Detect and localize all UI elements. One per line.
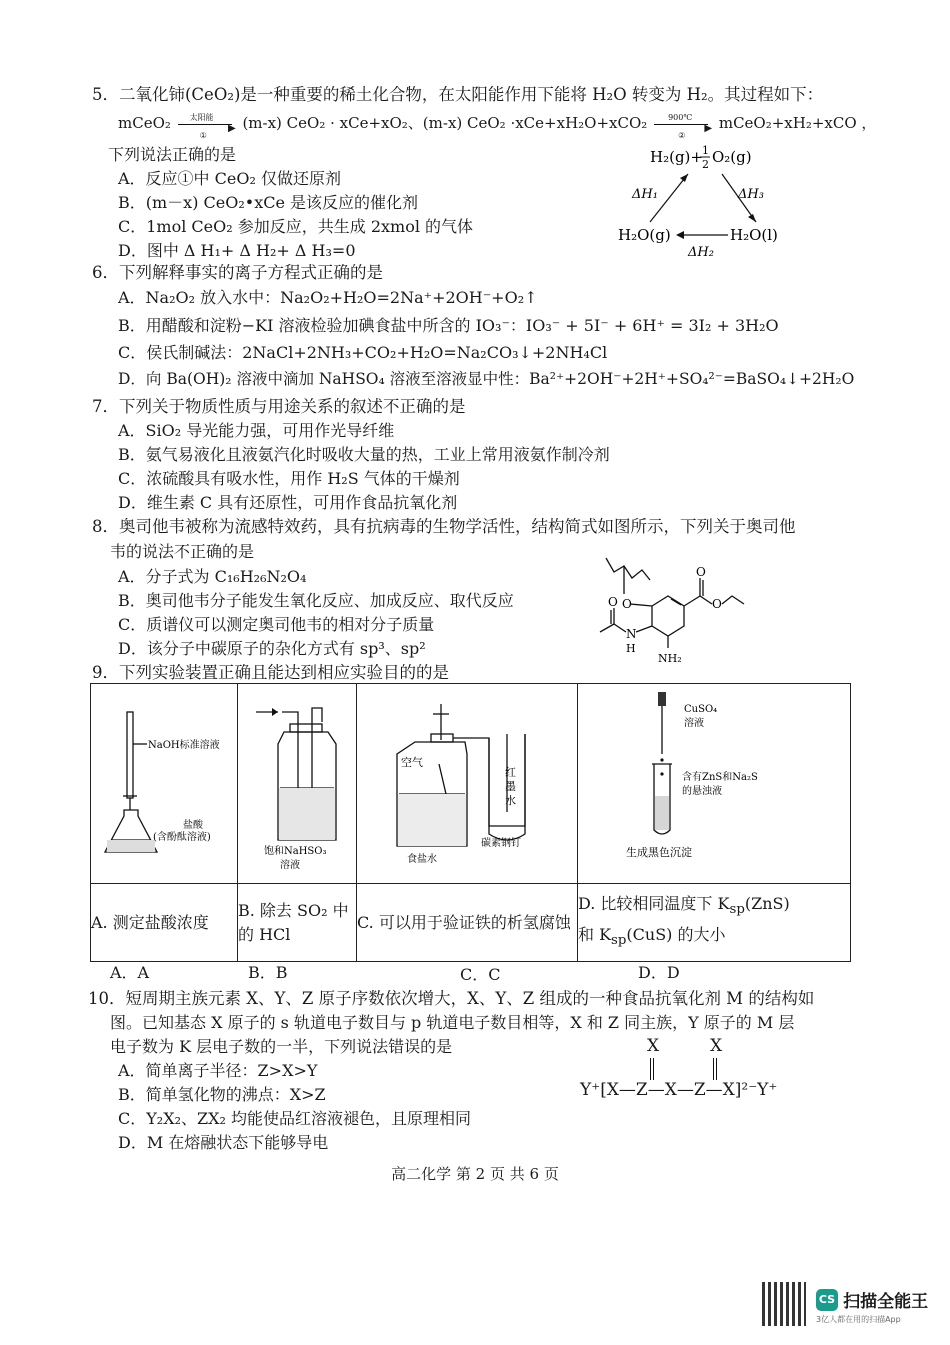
panel-d-caption-d: (CuS) 的大小 bbox=[626, 924, 726, 944]
panel-c-corrosion-svg bbox=[357, 684, 577, 879]
q10-stem-2: 图。已知基态 X 原子的 s 轨道电子数目与 p 轨道电子数目相等，X 和 Z 同主族，Y 原子的 M 层 bbox=[110, 1013, 795, 1032]
q10-option-a: A．简单离子半径：Z>X>Y bbox=[118, 1061, 318, 1080]
panel-c-label-water: 水 bbox=[505, 794, 516, 807]
panel-d-label-cuso4: CuSO₄ bbox=[684, 704, 718, 715]
panel-a-caption: A. 测定盐酸浓度 bbox=[91, 884, 238, 962]
q10-option-c: C．Y₂X₂、ZX₂ 均能使品红溶液褪色，且原理相同 bbox=[118, 1109, 472, 1128]
q5-eq-part2: (m-x) CeO₂ · xCe+xO₂、(m-x) CeO₂ ·xCe+xH₂O+xCO₂ bbox=[242, 114, 648, 132]
q8-option-d: D．该分子中碳原子的杂化方式有 sp³、sp² bbox=[118, 639, 426, 658]
m-top-x2: X bbox=[710, 1036, 723, 1056]
panel-d-caption-c: 和 K bbox=[578, 924, 612, 944]
q5-stem: 5．二氧化铈(CeO₂)是一种重要的稀土化合物，在太阳能作用下能将 H₂O 转变为 H₂。其过程如下： bbox=[92, 85, 824, 104]
cycle-top-b: O₂(g) bbox=[712, 148, 752, 166]
q10-option-d: D．M 在熔融状态下能够导电 bbox=[118, 1133, 329, 1152]
q10-option-b: B．简单氢化物的沸点：X>Z bbox=[118, 1085, 326, 1104]
q6-option-d: D．向 Ba(OH)₂ 溶液中滴加 NaHSO₄ 溶液至溶液显中性：Ba²⁺+2OH⁻+2H⁺+SO₄²⁻=BaSO₄↓+2H₂O bbox=[118, 370, 855, 388]
q5-energy-cycle-diagram bbox=[610, 140, 810, 260]
panel-a-label-1: NaOH标准溶液 bbox=[148, 740, 220, 751]
panel-d-caption-b: (ZnS) bbox=[744, 894, 790, 914]
q7-stem: 7．下列关于物质性质与用途关系的叙述不正确的是 bbox=[92, 397, 466, 416]
panel-b-label-2: 溶液 bbox=[280, 860, 300, 871]
q10-structure-m bbox=[580, 1036, 840, 1108]
page-footer: 高二化学 第 2 页 共 6 页 bbox=[391, 1165, 559, 1183]
cycle-left: H₂O(g) bbox=[618, 226, 671, 244]
q10-stem-1: 10．短周期主族元素 X、Y、Z 原子序数依次增大，X、Y、Z 组成的一种食品抗氧化剂 M 的结构如 bbox=[88, 989, 815, 1008]
cycle-dh3: ΔH₃ bbox=[738, 187, 764, 202]
q5-option-d: D．图中 Δ H₁+ Δ H₂+ Δ H₃=0 bbox=[118, 241, 356, 260]
cycle-top-a: H₂(g)+ bbox=[650, 148, 703, 166]
q9-choice-b: B．B bbox=[248, 963, 288, 982]
q9-choice-c: C．C bbox=[460, 965, 501, 984]
q5-arrow1: 太阳能 ▶ ① bbox=[176, 113, 238, 135]
panel-c-figure bbox=[357, 684, 578, 884]
panel-b-washbottle-svg bbox=[238, 684, 356, 879]
panel-b-caption: B. 除去 SO₂ 中的 HCl bbox=[238, 884, 357, 962]
q8-option-c: C．质谱仪可以测定奥司他韦的相对分子质量 bbox=[118, 615, 435, 634]
q9-experiment-table bbox=[90, 683, 851, 962]
m-top-x1: X bbox=[647, 1036, 660, 1056]
cycle-frac-den: 2 bbox=[702, 158, 709, 171]
struct-n1: N bbox=[626, 627, 637, 641]
struct-o3: O bbox=[712, 597, 722, 611]
panel-c-label-ink: 墨 bbox=[505, 780, 516, 793]
q8-option-b: B．奥司他韦分子能发生氧化反应、加成反应、取代反应 bbox=[118, 591, 514, 610]
q6-option-c: C．侯氏制碱法：2NaCl+2NH₃+CO₂+H₂O=Na₂CO₃↓+2NH₄Cl bbox=[118, 343, 608, 362]
panel-d-caption-sub1: sp bbox=[729, 902, 745, 918]
panel-d-label-solution: 溶液 bbox=[684, 718, 704, 729]
panel-d-caption-sub2: sp bbox=[611, 932, 627, 948]
q7-option-a: A．SiO₂ 导光能力强，可用作光导纤维 bbox=[118, 421, 395, 440]
panel-a-titration-svg bbox=[91, 684, 237, 879]
m-formula-line: Y⁺[X—Z—X—Z—X]²⁻Y⁺ bbox=[580, 1080, 778, 1100]
panel-d-caption-a: D. 比较相同温度下 K bbox=[578, 894, 730, 914]
panel-c-label-air: 空气 bbox=[401, 756, 423, 769]
m-double-bond-1 bbox=[650, 1058, 654, 1080]
q8-stem-2: 韦的说法不正确的是 bbox=[110, 542, 255, 561]
m-double-bond-2 bbox=[713, 1058, 717, 1080]
q5-prompt: 下列说法正确的是 bbox=[108, 145, 237, 164]
q5-arrow1-top: 太阳能 bbox=[189, 113, 214, 122]
q5-option-c: C．1mol CeO₂ 参加反应，共生成 2xmol 的气体 bbox=[118, 217, 474, 236]
struct-o4: O bbox=[608, 595, 618, 609]
panel-c-label-red: 红 bbox=[505, 766, 516, 779]
panel-d-caption bbox=[578, 884, 851, 962]
q5-equation bbox=[118, 112, 877, 140]
struct-o2: O bbox=[696, 565, 706, 579]
panel-c-label-brine: 食盐水 bbox=[407, 854, 437, 865]
cycle-dh1: ΔH₁ bbox=[632, 187, 658, 202]
q5-option-a: A．反应①中 CeO₂ 仅做还原剂 bbox=[118, 169, 341, 188]
q9-stem: 9．下列实验装置正确且能达到相应实验目的的是 bbox=[92, 663, 449, 682]
struct-nh2: NH₂ bbox=[658, 652, 682, 665]
q7-option-d: D．维生素 C 具有还原性，可用作食品抗氧化剂 bbox=[118, 493, 458, 512]
panel-a-label-2: 盐酸 bbox=[183, 820, 203, 831]
panel-a-label-3: (含酚酞溶液) bbox=[153, 832, 211, 843]
brand-tagline: 3亿人都在用的扫描App bbox=[816, 1315, 901, 1324]
q5-eq-part3: mCeO₂+xH₂+xCO ， bbox=[718, 114, 877, 132]
panel-d-precipitation-svg bbox=[578, 684, 850, 879]
q5-arrow2: 900℃ ▶ ② bbox=[652, 113, 714, 135]
q7-option-c: C．浓硫酸具有吸水性，用作 H₂S 气体的干燥剂 bbox=[118, 469, 460, 488]
q6-option-a: A．Na₂O₂ 放入水中：Na₂O₂+H₂O=2Na⁺+2OH⁻+O₂↑ bbox=[118, 288, 538, 307]
cycle-right: H₂O(l) bbox=[730, 226, 778, 244]
q5-arrow1-bottom: ① bbox=[199, 131, 207, 140]
q8-stem-1: 8．奥司他韦被称为流感特效药，具有抗病毒的生物学活性，结构简式如图所示，下列关于奥司他 bbox=[92, 517, 796, 536]
q5-eq-part1: mCeO₂ bbox=[118, 114, 171, 132]
cycle-frac-num: 1 bbox=[702, 144, 709, 157]
panel-d-label-suspension-2: 的悬浊液 bbox=[682, 786, 722, 797]
q9-choice-a: A．A bbox=[110, 963, 150, 982]
q5-arrow2-bottom: ② bbox=[678, 131, 686, 140]
q8-structure-diagram bbox=[592, 548, 752, 668]
q9-choice-d: D．D bbox=[638, 963, 680, 982]
struct-o1: O bbox=[622, 597, 632, 611]
panel-b-label-1: 饱和NaHSO₃ bbox=[264, 846, 327, 857]
q6-stem: 6．下列解释事实的离子方程式正确的是 bbox=[92, 263, 383, 282]
cycle-dh2: ΔH₂ bbox=[688, 245, 714, 260]
panel-b-figure bbox=[238, 684, 357, 884]
scanner-brand bbox=[816, 1287, 928, 1325]
panel-c-caption: C. 可以用于验证铁的析氢腐蚀 bbox=[357, 884, 578, 962]
panel-d-label-suspension-1: 含有ZnS和Na₂S bbox=[682, 772, 758, 783]
panel-d-label-black-ppt: 生成黑色沉淀 bbox=[626, 846, 692, 859]
panel-d-figure bbox=[578, 684, 851, 884]
q5-arrow2-top: 900℃ bbox=[668, 113, 693, 122]
q10-stem-3: 电子数为 K 层电子数的一半，下列说法错误的是 bbox=[110, 1037, 453, 1056]
q5-option-b: B．(m－x) CeO₂•xCe 是该反应的催化剂 bbox=[118, 193, 419, 212]
panel-c-label-nail: 碳素钢钉 bbox=[481, 838, 521, 849]
panel-a-figure bbox=[91, 684, 238, 884]
cs-logo-icon: CS bbox=[816, 1289, 838, 1311]
q7-option-b: B．氨气易液化且液氨汽化时吸收大量的热，工业上常用液氨作制冷剂 bbox=[118, 445, 610, 464]
qr-code-icon bbox=[762, 1282, 806, 1326]
struct-h1: H bbox=[626, 642, 636, 655]
q8-option-a: A．分子式为 C₁₆H₂₆N₂O₄ bbox=[118, 567, 307, 586]
brand-name: 扫描全能王 bbox=[843, 1292, 929, 1312]
q6-option-b: B．用醋酸和淀粉−KI 溶液检验加碘食盐中所含的 IO₃⁻：IO₃⁻ + 5I⁻ + 6H⁺ = 3I₂ + 3H₂O bbox=[118, 316, 779, 335]
